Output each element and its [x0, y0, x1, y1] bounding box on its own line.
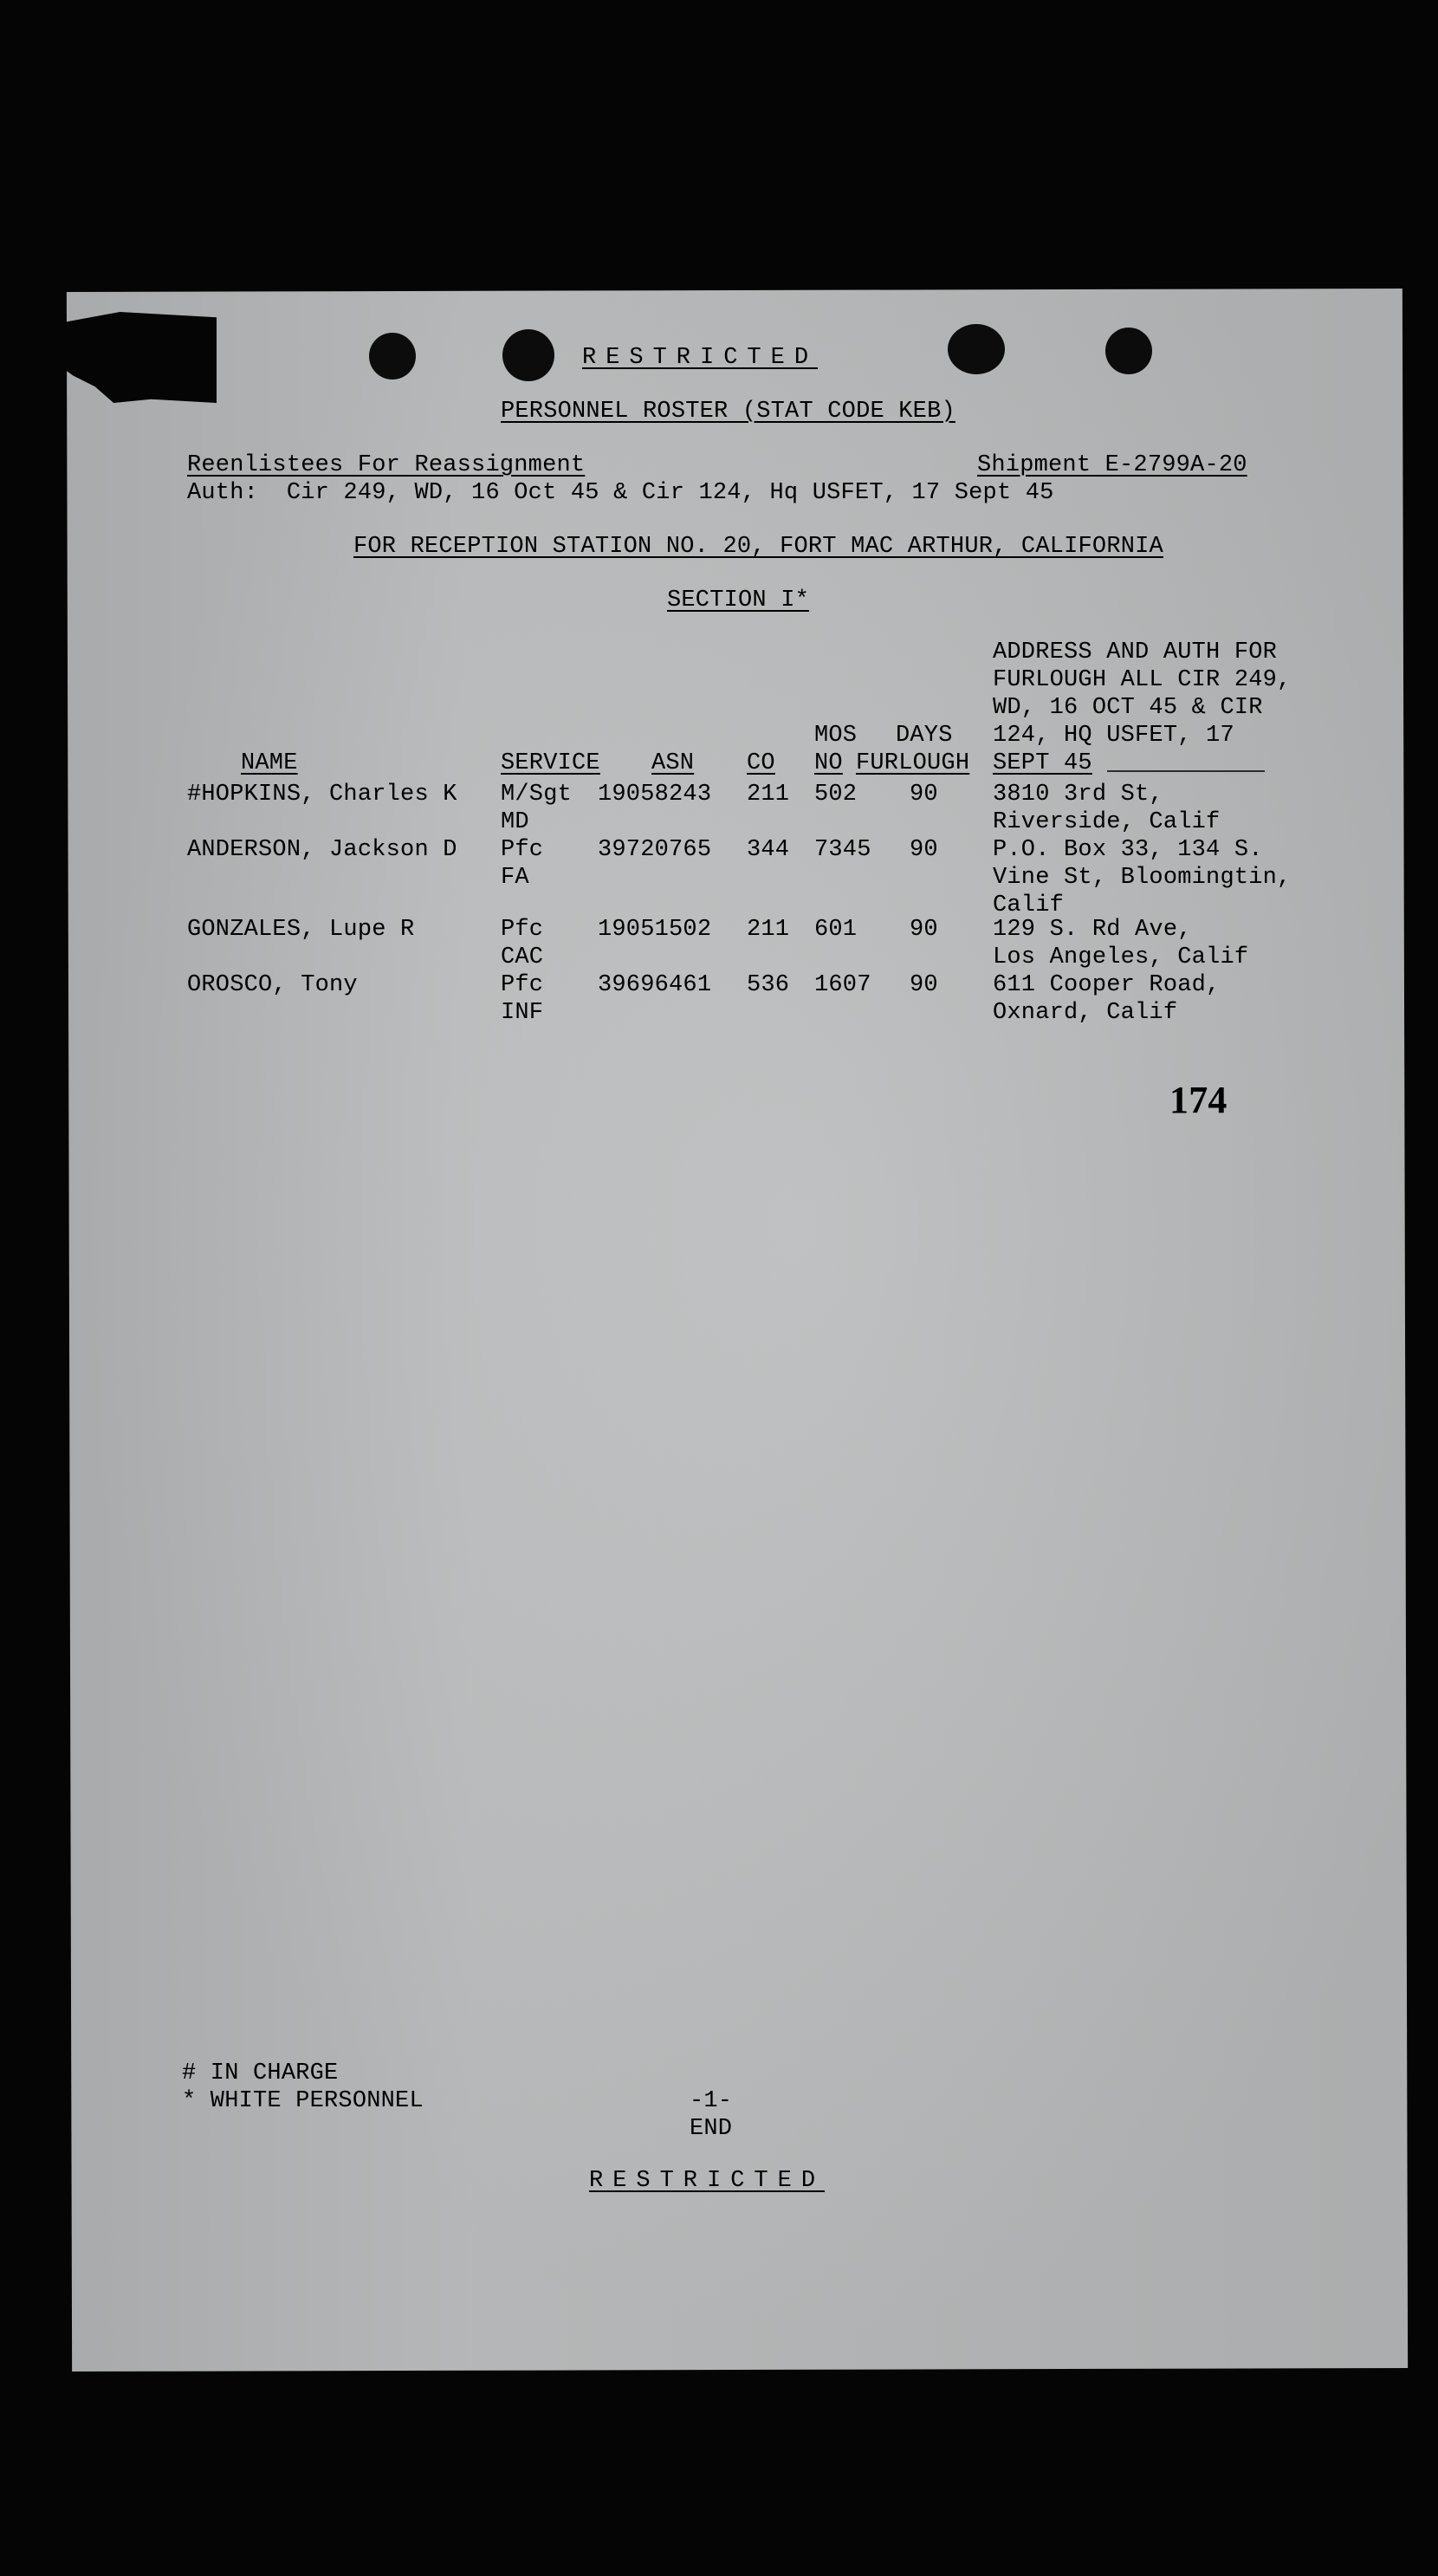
roster-days: 90	[910, 837, 938, 863]
roster-asn: 39696461	[598, 972, 712, 998]
roster-address-line: Vine St, Bloomingtin,	[993, 865, 1292, 891]
roster-days: 90	[910, 917, 938, 943]
punch-hole	[1105, 328, 1152, 374]
roster-branch: CAC	[501, 944, 544, 970]
page-number: -1-	[690, 2088, 733, 2114]
address-header-line: SEPT 45	[993, 750, 1092, 776]
roster-co: 536	[747, 972, 790, 998]
authority-line: Auth: Cir 249, WD, 16 Oct 45 & Cir 124, Hq USFET, 17 Sept 45	[187, 480, 1054, 506]
footnote-personnel: * WHITE PERSONNEL	[182, 2088, 424, 2114]
address-header-line: WD, 16 OCT 45 & CIR	[993, 695, 1263, 721]
roster-address-line: Calif	[993, 892, 1065, 918]
roster-grade: Pfc	[501, 972, 544, 998]
roster-name: OROSCO, Tony	[187, 972, 358, 998]
end-label: END	[690, 2116, 733, 2142]
address-header-line: FURLOUGH ALL CIR 249,	[993, 667, 1292, 693]
roster-branch: FA	[501, 865, 529, 891]
column-header-mos: MOS	[814, 723, 858, 749]
address-header-line: ADDRESS AND AUTH FOR	[993, 639, 1278, 665]
roster-address-line: Oxnard, Calif	[993, 1000, 1178, 1026]
column-header-mos: NO	[814, 750, 843, 776]
column-header-asn: ASN	[651, 750, 695, 776]
classification-header: RESTRICTED	[582, 345, 819, 371]
document-title: PERSONNEL ROSTER (STAT CODE KEB)	[501, 399, 955, 425]
punch-hole	[948, 324, 1005, 374]
column-header-co: CO	[747, 750, 775, 776]
roster-mos: 7345	[814, 837, 871, 863]
roster-co: 211	[747, 782, 790, 808]
roster-asn: 19051502	[598, 917, 712, 943]
group-label: Reenlistees For Reassignment	[187, 452, 586, 478]
roster-days: 90	[910, 972, 938, 998]
roster-co: 344	[747, 837, 790, 863]
roster-address-line: 3810 3rd St,	[993, 782, 1163, 808]
column-header-furlough: FURLOUGH	[856, 750, 970, 776]
stamped-page-number: 174	[1169, 1079, 1227, 1121]
footnote-in-charge: # IN CHARGE	[182, 2060, 339, 2086]
roster-grade: Pfc	[501, 837, 544, 863]
punch-hole	[369, 333, 416, 380]
roster-asn: 39720765	[598, 837, 712, 863]
column-header-name: NAME	[241, 750, 298, 776]
roster-name: #HOPKINS, Charles K	[187, 782, 457, 808]
roster-name: ANDERSON, Jackson D	[187, 837, 457, 863]
address-header-line: 124, HQ USFET, 17	[993, 723, 1234, 749]
roster-asn: 19058243	[598, 782, 712, 808]
classification-footer: RESTRICTED	[589, 2168, 826, 2194]
column-header-service: SERVICE	[501, 750, 600, 776]
roster-grade: M/Sgt	[501, 782, 573, 808]
column-header-days: DAYS	[896, 723, 953, 749]
roster-address-line: 129 S. Rd Ave,	[993, 917, 1192, 943]
roster-mos: 601	[814, 917, 858, 943]
section-title: SECTION I*	[667, 587, 810, 613]
punch-hole	[502, 329, 554, 381]
roster-branch: INF	[501, 1000, 544, 1026]
roster-address-line: P.O. Box 33, 134 S.	[993, 837, 1263, 863]
shipment-number: Shipment E-2799A-20	[977, 452, 1247, 478]
roster-mos: 1607	[814, 972, 871, 998]
roster-address-line: Riverside, Calif	[993, 809, 1221, 835]
roster-grade: Pfc	[501, 917, 544, 943]
roster-address-line: 611 Cooper Road,	[993, 972, 1221, 998]
destination-line: FOR RECEPTION STATION NO. 20, FORT MAC ARTHUR, CALIFORNIA	[353, 534, 1163, 560]
roster-mos: 502	[814, 782, 858, 808]
roster-days: 90	[910, 782, 938, 808]
header-rule	[1107, 770, 1265, 772]
roster-address-line: Los Angeles, Calif	[993, 944, 1249, 970]
roster-co: 211	[747, 917, 790, 943]
roster-branch: MD	[501, 809, 529, 835]
roster-name: GONZALES, Lupe R	[187, 917, 415, 943]
